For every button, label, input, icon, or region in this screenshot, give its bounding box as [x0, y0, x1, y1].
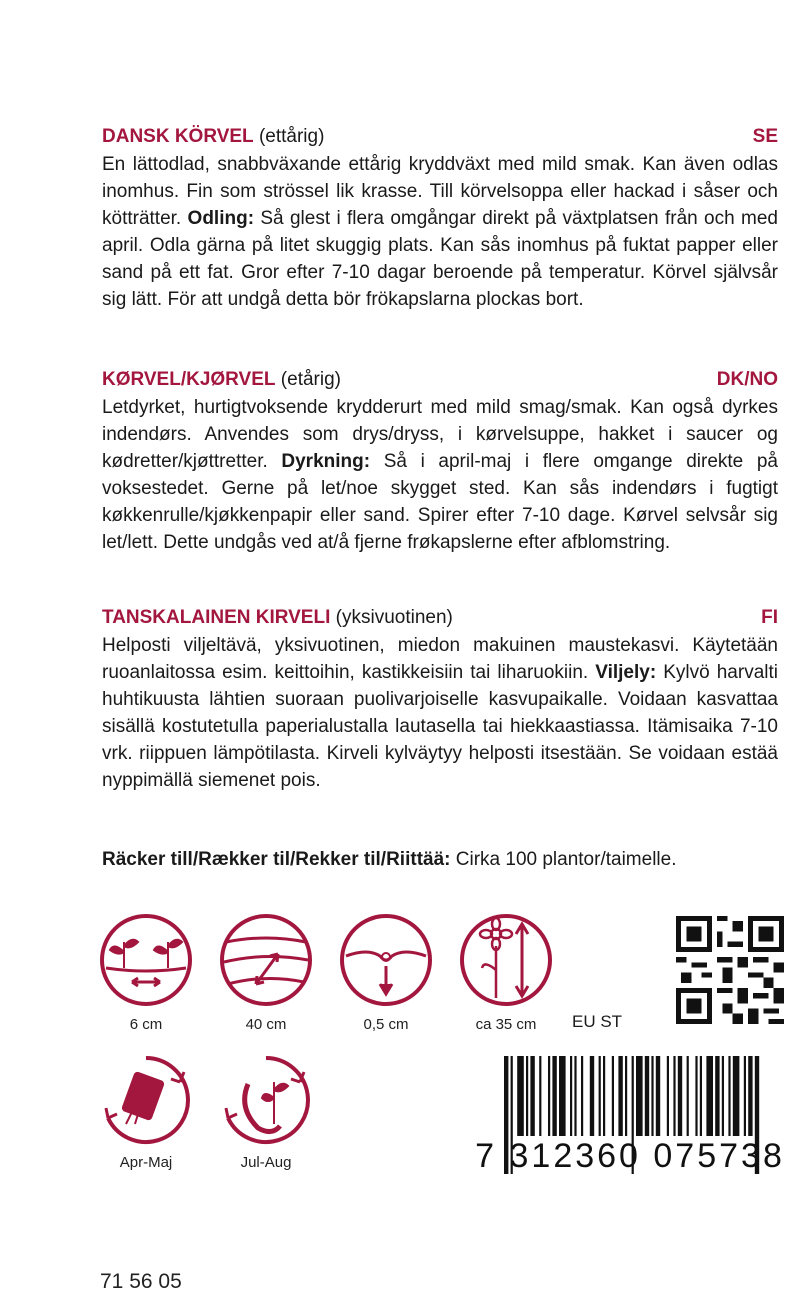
barcode-bar [625, 1056, 627, 1136]
barcode-bar [517, 1056, 524, 1136]
barcode-bar [645, 1056, 649, 1136]
sowing-time-label: Apr-Maj [119, 1154, 173, 1171]
language-code: FI [761, 607, 778, 628]
barcode-bar [603, 1056, 605, 1136]
section-header [102, 366, 778, 394]
barcode-bar [728, 1056, 730, 1136]
barcode-bar [618, 1056, 622, 1136]
spacing-label: 6 cm [129, 1016, 163, 1033]
barcode-bar [574, 1056, 576, 1136]
barcode-bar [687, 1056, 689, 1136]
barcode-bar [673, 1056, 675, 1136]
section-subtitle: (yksivuotinen) [330, 607, 453, 628]
plant-spacing-icon [98, 912, 194, 1008]
section-body [102, 394, 778, 557]
barcode-bar [548, 1056, 550, 1136]
body-bold-label: Odling: [187, 208, 255, 230]
body-text: Helposti viljeltävä, yksivuotinen, miedon makuinen maustekasvi. Käytetään ruoanlaitossa esim. keittoihin, kastikkeisiin tai liharuokiin. [102, 635, 778, 684]
barcode-bar [722, 1056, 724, 1136]
section-title: KØRVEL/KJØRVEL [102, 369, 276, 390]
depth-label: 0,5 cm [363, 1016, 409, 1033]
barcode-bar [715, 1056, 719, 1136]
barcode-bar [526, 1056, 528, 1136]
plant-height-icon [458, 912, 554, 1008]
sowing-time-icon [98, 1052, 194, 1148]
eu-standard-label: EU ST [572, 1012, 623, 1031]
barcode-bar [570, 1056, 572, 1136]
language-code: DK/NO [716, 369, 778, 390]
section-header [102, 604, 778, 632]
barcode-bar [530, 1056, 534, 1136]
barcode-bar [733, 1056, 740, 1136]
barcode-bar [748, 1056, 752, 1136]
yield-label: Räcker till/Rækker til/Rekker til/Riittää: [102, 849, 451, 870]
harvest-time-icon [218, 1052, 314, 1148]
body-text: En lättodlad, snabbväxande ettårig kryddväxt med mild smak. Kan även odlas inomhus. Fin som strössel lik krasse. Till körvelsoppa eller hackad i såser och kötträtter. [102, 154, 778, 230]
height-label: ca 35 cm [475, 1016, 537, 1033]
barcode-bar [539, 1056, 541, 1136]
section-subtitle: (ettårig) [253, 126, 325, 147]
barcode-bar [744, 1056, 746, 1136]
barcode-bar [599, 1056, 601, 1136]
yield-value: Cirka 100 plantor/taimelle. [450, 849, 677, 870]
barcode-bar [667, 1056, 669, 1136]
barcode-bar [706, 1056, 713, 1136]
body-text: Kylvö harvalti huhtikuusta lähtien suoraan puolivarjoiselle kasvupaikalle. Voidaan kasvattaa sisällä kostutetulla paperialustalla lautasella tai hiekkaastiassa. Itämisaika 7-10 vrk. riippuen lämpötilasta. Kirveli kylväytyy helposti itsestään. Se voidaan estää nyppimällä siemenet pois. [102, 662, 778, 792]
section-dk-no [102, 366, 778, 557]
yield-line [102, 846, 778, 874]
barcode-bar [656, 1056, 660, 1136]
body-text: Så i april-maj i flere omgange direkte på voksestedet. Gerne på let/noe skygget sted. Kan sås indendørs i fugtigt køkkenrulle/kjøkkenpapir eller sand. Spirer efter 7-10 dage. Kørvel selvsår sig let/lett. Dette undgås ved at/å fjerne frøkapslerne efter afblomstring. [102, 451, 778, 554]
barcode-number: 7 312360 075738 [475, 1137, 785, 1175]
barcode-bar [700, 1056, 702, 1136]
body-bold-label: Dyrkning: [281, 451, 371, 473]
barcode-bar [559, 1056, 566, 1136]
harvest-time-label: Jul-Aug [240, 1154, 292, 1171]
body-text: Letdyrket, hurtigtvoksende krydderurt med mild smag/smak. Kan også dyrkes indendørs. Anvendes som drys/dryss, i kørvelsuppe, hakket i saucer og kødretter/kjøttretter. [102, 397, 778, 473]
section-subtitle: (etårig) [275, 369, 341, 390]
barcode-bar [636, 1056, 643, 1136]
barcode-bar [590, 1056, 594, 1136]
qr-code [676, 916, 784, 1024]
section-body [102, 151, 778, 314]
row-spacing-icon [218, 912, 314, 1008]
language-code: SE [752, 126, 778, 147]
section-body [102, 632, 778, 795]
product-code: 71 56 05 [100, 1270, 182, 1293]
barcode-bar [581, 1056, 583, 1136]
section-title: DANSK KÖRVEL [102, 126, 254, 147]
section-fi [102, 604, 778, 795]
section-se [102, 123, 778, 314]
section-header [102, 123, 778, 151]
barcode-bar [695, 1056, 697, 1136]
sowing-depth-icon [338, 912, 434, 1008]
barcode-bar [651, 1056, 653, 1136]
body-bold-label: Viljely: [595, 662, 657, 684]
barcode-bar [678, 1056, 682, 1136]
barcode-bar [552, 1056, 556, 1136]
body-text: Så glest i flera omgångar direkt på växtplatsen från och med april. Odla gärna på litet skuggig plats. Kan sås inomhus på fuktat papper eller sand på ett fat. Gror efter 7-10 dagar beroende på temperatur. Körvel självsår sig lätt. För att undgå detta bör frökapslarna plockas bort. [102, 208, 778, 311]
row-spacing-label: 40 cm [245, 1016, 287, 1033]
section-title: TANSKALAINEN KIRVELI [102, 607, 331, 628]
barcode-bar [612, 1056, 614, 1136]
